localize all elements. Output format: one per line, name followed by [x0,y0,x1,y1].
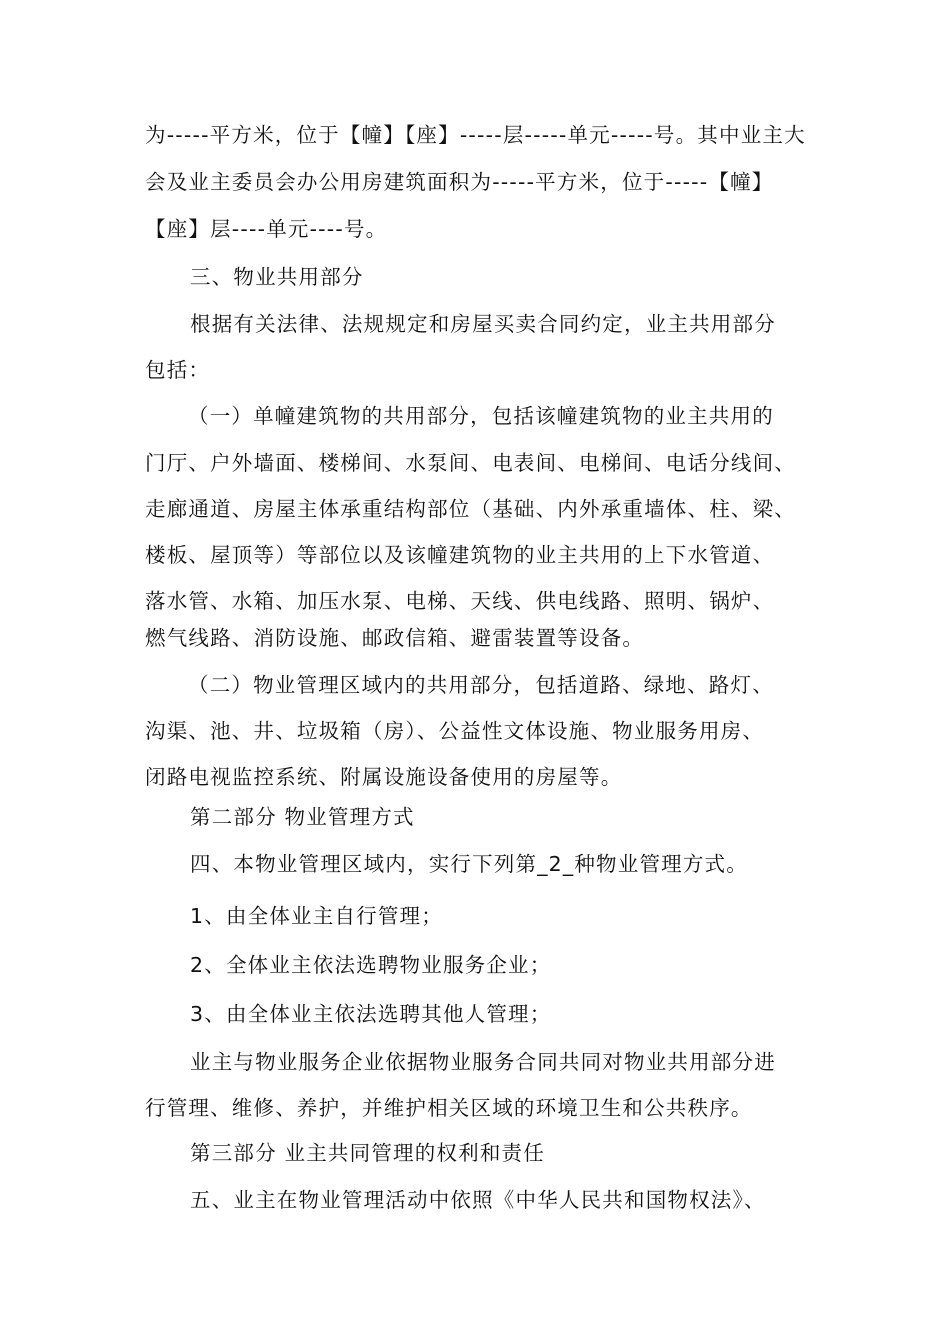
section-heading: 三、物业共用部分 [190,265,364,289]
text-line: 会及业主委员会办公用房建筑面积为-----平方米，位于-----【幢】 [145,170,774,194]
text-line: 业主与物业服务企业依据物业服务合同共同对物业共用部分进 [190,1050,776,1074]
text-line: 门厅、户外墙面、楼梯间、水泵间、电表间、电梯间、电话分线间、 [145,451,796,475]
text-line: 楼板、屋顶等）等部位以及该幢建筑物的业主共用的上下水管道、 [145,543,775,567]
text-line: 闭路电视监控系统、附属设施设备使用的房屋等。 [145,765,623,789]
text-line: 落水管、水箱、加压水泵、电梯、天线、供电线路、照明、锅炉、 [145,589,775,613]
text-line: 五、业主在物业管理活动中依照《中华人民共和国物权法》、 [190,1188,766,1212]
text-line: 行管理、维修、养护，并维护相关区域的环境卫生和公共秩序。 [145,1096,753,1120]
text-line: 【座】层----单元----号。 [145,217,388,241]
text-line: 四、本物业管理区域内，实行下列第_2_种物业管理方式。 [190,852,748,876]
text-line: 根据有关法律、法规规定和房屋买卖合同约定，业主共用部分 [190,312,776,336]
text-line: （一）单幢建筑物的共用部分，包括该幢建筑物的业主共用的 [188,404,774,428]
text-line: 沟渠、池、井、垃圾箱（房）、公益性文体设施、物业服务用房、 [145,719,765,743]
section-heading: 第二部分 物业管理方式 [190,805,415,829]
text-line: 包括： [145,358,211,382]
text-line: 燃气线路、消防设施、邮政信箱、避雷装置等设备。 [145,626,645,650]
text-line: 走廊通道、房屋主体承重结构部位（基础、内外承重墙体、柱、梁、 [145,497,796,521]
list-item: 3、由全体业主依法选聘其他人管理； [190,1002,552,1026]
text-line: （二）物业管理区域内的共用部分，包括道路、绿地、路灯、 [188,673,774,697]
section-heading: 第三部分 业主共同管理的权利和责任 [190,1141,545,1165]
text-line: 为-----平方米，位于【幢】【座】-----层-----单元-----号。其中业主大 [145,123,806,147]
list-item: 2、全体业主依法选聘物业服务企业； [190,953,552,977]
list-item: 1、由全体业主自行管理； [190,904,443,928]
